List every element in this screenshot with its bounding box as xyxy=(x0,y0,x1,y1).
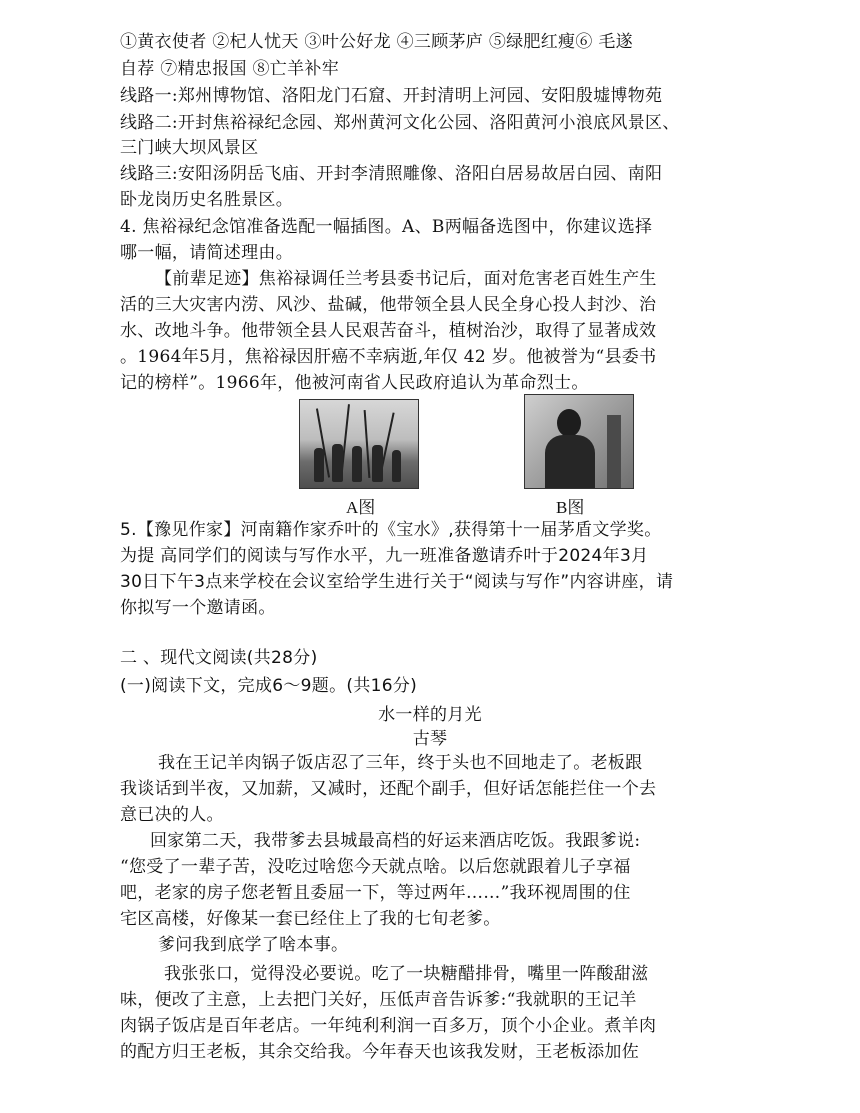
article-paragraph-2-line-1: 回家第二天，我带爹去县城最高档的好运来酒店吃饭。我跟爹说: xyxy=(150,831,641,851)
idiom-list-line-1: ①黄衣使者 ②杞人忧天 ③叶公好龙 ④三顾茅庐 ⑤绿肥红瘦⑥ 毛遂 xyxy=(120,32,633,52)
route-three-line-2: 卧龙岗历史名胜景区。 xyxy=(120,190,293,210)
article-paragraph-2-line-3: 吧，老家的房子您老暂且委屈一下，等过两年……”我环视周围的住 xyxy=(120,883,631,903)
article-paragraph-4-line-1: 我张张口，觉得没必要说。吃了一块糖醋排骨，嘴里一阵酸甜滋 xyxy=(164,964,649,984)
background-paragraph-line-1: 【前辈足迹】焦裕禄调任兰考县委书记后，面对危害老百姓生产生 xyxy=(155,269,657,289)
article-author: 古琴 xyxy=(412,729,448,749)
question-5-line-1: 5.【豫见作家】河南籍作家乔叶的《宝水》,获得第十一届茅盾文学奖。 xyxy=(120,520,662,540)
reading-instructions: (一)阅读下文，完成6～9题。(共16分) xyxy=(120,676,418,696)
article-paragraph-2-line-2: “您受了一辈子苦，没吃过啥您今天就点啥。以后您就跟着儿子享福 xyxy=(120,857,631,877)
figure-a-image xyxy=(299,399,419,489)
background-paragraph-line-3: 水、改地斗争。他带领全县人民艰苦奋斗，植树治沙，取得了显著成效 xyxy=(120,321,657,341)
section-two-heading: 二 、现代文阅读(共28分) xyxy=(120,648,318,668)
figure-b-caption: B图 xyxy=(556,498,585,517)
article-paragraph-4-line-2: 味，便改了主意，上去把门关好，压低声音告诉爹:“我就职的王记羊 xyxy=(120,990,637,1010)
article-title: 水一样的月光 xyxy=(378,705,482,725)
question-5-line-4: 你拟写一个邀请函。 xyxy=(120,598,276,618)
article-paragraph-1-line-2: 我谈话到半夜，又加薪，又减时，还配个副手，但好话怎能拦住一个去 xyxy=(120,779,657,799)
question-5-line-3: 30日下午3点来学校在会议室给学生进行关于“阅读与写作”内容讲座，请 xyxy=(120,572,674,592)
article-paragraph-1-line-1: 我在王记羊肉锅子饭店忍了三年，终于头也不回地走了。老板跟 xyxy=(158,753,643,773)
figure-b-image xyxy=(524,394,634,489)
idiom-list-line-2: 自荐 ⑦精忠报国 ⑧亡羊补牢 xyxy=(120,59,340,79)
route-two-line-1: 线路二:开封焦裕禄纪念园、郑州黄河文化公园、洛阳黄河小浪底风景区、 xyxy=(120,113,680,133)
figure-a-caption: A图 xyxy=(346,498,376,517)
article-paragraph-4-line-4: 的配方归王老板，其余交给我。今年春天也该我发财，王老板添加佐 xyxy=(120,1042,639,1062)
article-paragraph-3: 爹问我到底学了啥本事。 xyxy=(158,935,349,955)
background-paragraph-line-2: 活的三大灾害内涝、风沙、盐碱，他带领全县人民全身心投人封沙、治 xyxy=(120,295,657,315)
background-paragraph-line-4: 。1964年5月，焦裕禄因肝癌不幸病逝,年仅 42 岁。他被誉为“县委书 xyxy=(120,347,657,367)
question-5-line-2: 为提 高同学们的阅读与写作水平，九一班准备邀请乔叶于2024年3月 xyxy=(120,546,649,566)
article-paragraph-1-line-3: 意已决的人。 xyxy=(120,805,224,825)
question-4-line-1: 4. 焦裕禄纪念馆准备选配一幅插图。A、B两幅备选图中，你建议选择 xyxy=(120,217,653,237)
route-one: 线路一:郑州博物馆、洛阳龙门石窟、开封清明上河园、安阳殷墟博物苑 xyxy=(120,86,663,106)
route-three-line-1: 线路三:安阳汤阴岳飞庙、开封李清照雕像、洛阳白居易故居白园、南阳 xyxy=(120,164,663,184)
question-4-line-2: 哪一幅，请简述理由。 xyxy=(120,243,293,263)
article-paragraph-4-line-3: 肉锅子饭店是百年老店。一年纯利利润一百多万，顶个小企业。煮羊肉 xyxy=(120,1016,657,1036)
background-paragraph-line-5: 记的榜样”。1966年，他被河南省人民政府追认为革命烈士。 xyxy=(120,373,589,393)
route-two-line-2: 三门峡大坝风景区 xyxy=(120,138,259,158)
article-paragraph-2-line-4: 宅区高楼，好像某一套已经住上了我的七旬老爹。 xyxy=(120,909,501,929)
